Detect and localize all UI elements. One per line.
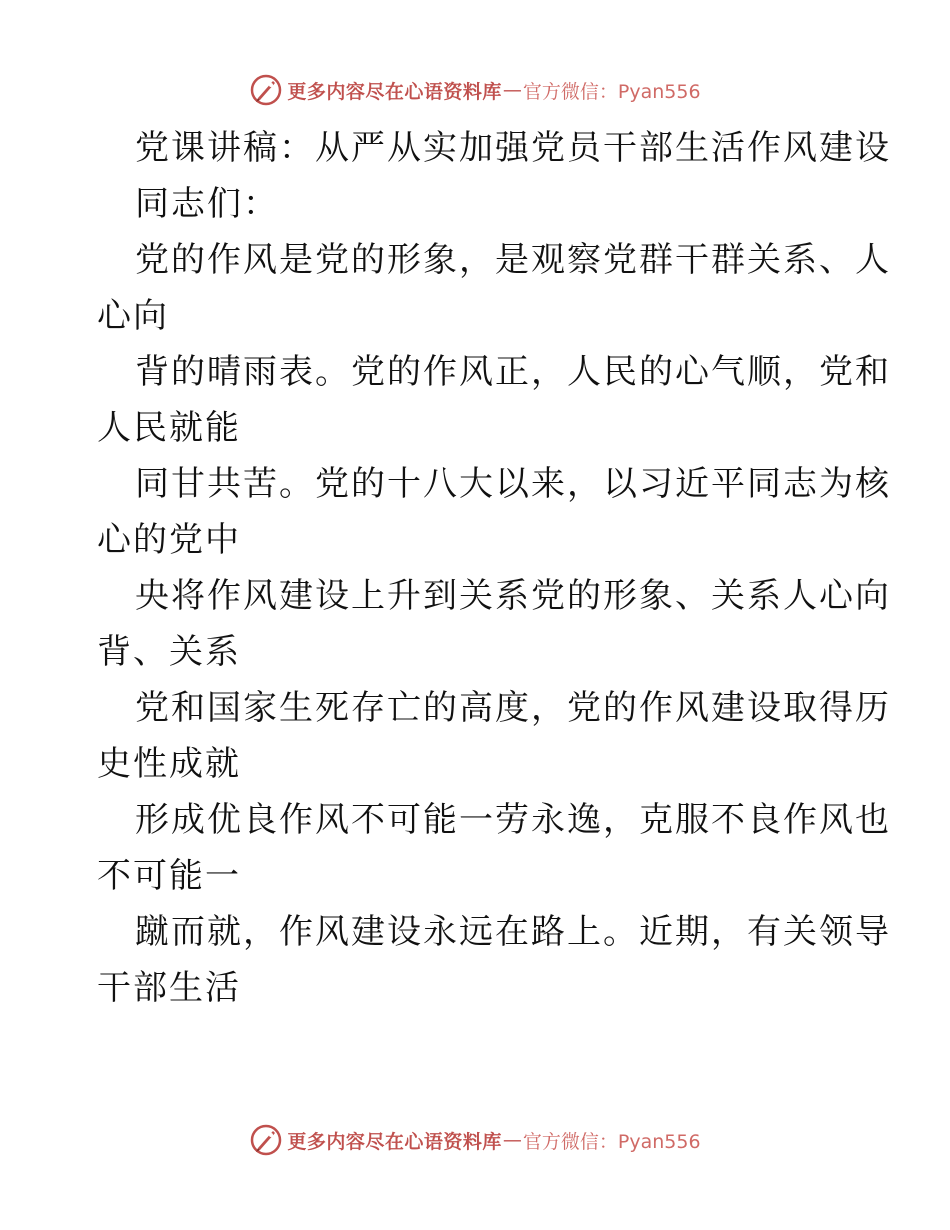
paragraph-line: 史性成就 — [97, 744, 241, 784]
paragraph-line: 同甘共苦。党的十八大以来，以习近平同志为核 — [135, 464, 891, 504]
banner-main-text: 更多内容尽在心语资料库 — [287, 80, 502, 103]
paragraph-line: 背的晴雨表。党的作风正，人民的心气顺，党和 — [135, 352, 891, 392]
banner-wechat-text: 官方微信：Pyan556 — [522, 1130, 701, 1153]
paragraph-line: 干部生活 — [97, 968, 241, 1008]
document-title: 党课讲稿：从严从实加强党员干部生活作风建设 — [135, 128, 891, 168]
paragraph-line: 党和国家生死存亡的高度，党的作风建设取得历 — [135, 688, 891, 728]
paragraph-line: 形成优良作风不可能一劳永逸，克服不良作风也 — [135, 800, 891, 840]
paragraph-line: 心向 — [97, 296, 169, 336]
banner-separator: — — [502, 1129, 522, 1151]
banner-separator: — — [502, 79, 522, 101]
paragraph-line: 不可能一 — [97, 856, 241, 896]
paragraph-line: 蹴而就，作风建设永远在路上。近期，有关领导 — [135, 912, 891, 952]
banner-main-text: 更多内容尽在心语资料库 — [287, 1130, 502, 1153]
paragraph-line: 背、关系 — [97, 632, 241, 672]
banner-wechat-text: 官方微信：Pyan556 — [522, 80, 701, 103]
header-banner — [0, 70, 950, 110]
footer-banner — [0, 1120, 950, 1160]
paragraph-line: 央将作风建设上升到关系党的形象、关系人心向 — [135, 576, 891, 616]
paragraph-line: 心的党中 — [97, 520, 241, 560]
paragraph-line: 党的作风是党的形象，是观察党群干群关系、人 — [135, 240, 891, 280]
document-body — [97, 120, 891, 1016]
paragraph-line: 同志们： — [135, 184, 279, 224]
paragraph-line: 人民就能 — [97, 408, 241, 448]
quill-pen-logo-icon — [249, 73, 283, 107]
quill-pen-logo-icon — [249, 1123, 283, 1157]
